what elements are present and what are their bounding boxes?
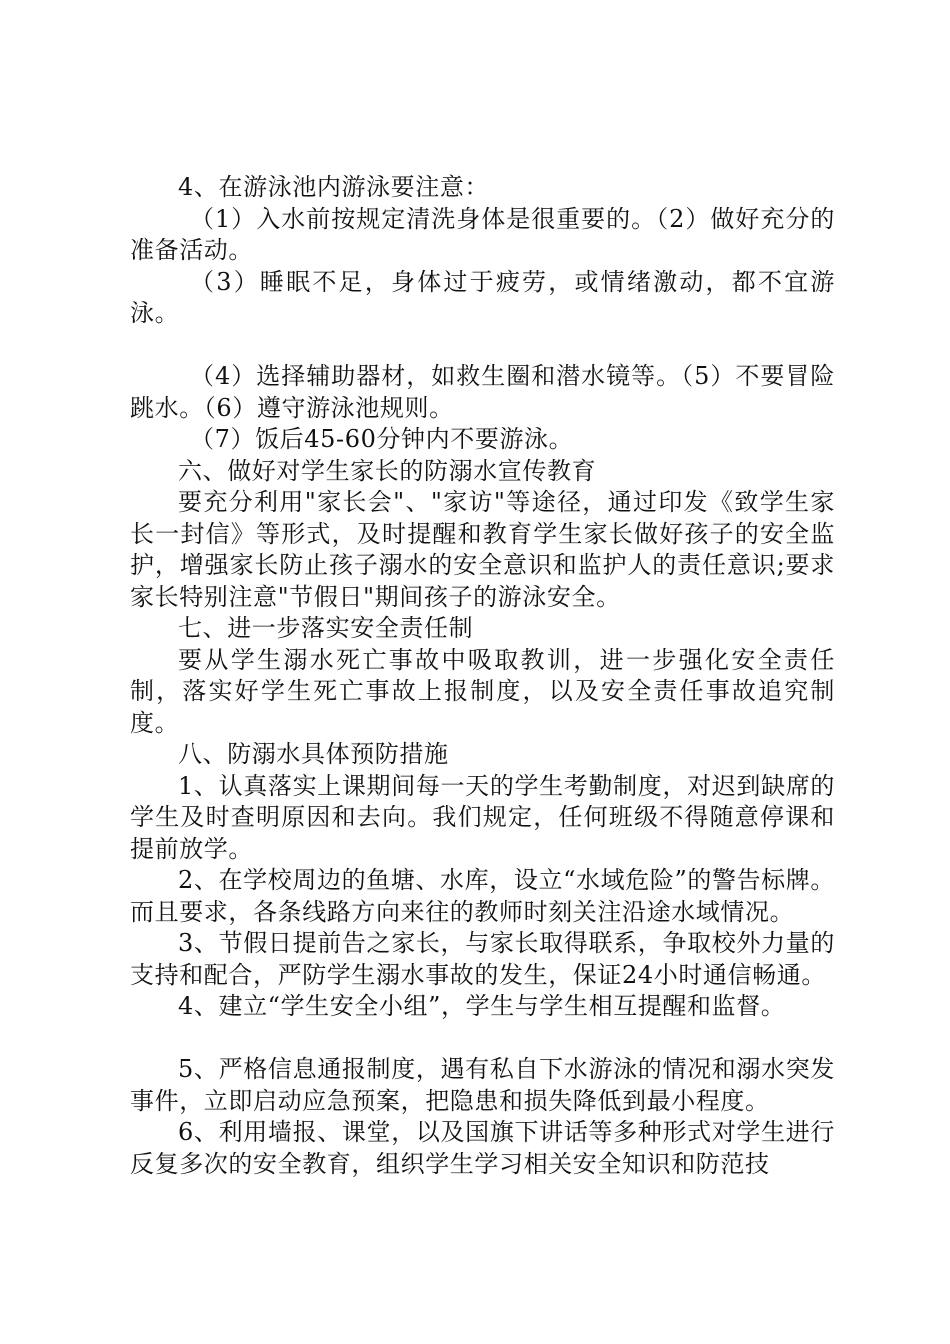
paragraph-prevention-3: 3、节假日提前告之家长，与家长取得联系，争取校外力量的支持和配合，严防学生溺水事故的发生，保证24小时通信畅通。	[130, 929, 835, 989]
paragraph-pool-rule-3: （3）睡眠不足，身体过于疲劳，或情绪激动，都不宜游泳。	[130, 267, 835, 327]
section-heading-responsibility: 七、进一步落实安全责任制	[178, 614, 474, 642]
paragraph-prevention-5: 5、严格信息通报制度，遇有私自下水游泳的情况和溺水突发事件，立即启动应急预案，把隐患和损失降低到最小程度。	[130, 1055, 835, 1115]
paragraph-pool-rule-1-2: （1）入水前按规定清洗身体是很重要的。（2）做好充分的准备活动。	[130, 204, 835, 264]
paragraph-pool-safety-heading: 4、在游泳池内游泳要注意：	[178, 173, 490, 201]
paragraph-prevention-2: 2、在学校周边的鱼塘、水库，设立“水域危险”的警告标牌。而且要求，各条线路方向来往的教师时刻关注沿途水域情况。	[130, 866, 835, 926]
section-heading-prevention: 八、防溺水具体预防措施	[178, 740, 449, 768]
document-page	[130, 172, 835, 1180]
paragraph-prevention-4: 4、建立“学生安全小组”，学生与学生相互提醒和监督。	[178, 992, 786, 1020]
paragraph-responsibility: 要从学生溺水死亡事故中吸取教训，进一步强化安全责任制，落实好学生死亡事故上报制度，以及安全责任事故追究制度。	[130, 645, 835, 737]
paragraph-prevention-1: 1、认真落实上课期间每一天的学生考勤制度，对迟到缺席的学生及时查明原因和去向。我们规定，任何班级不得随意停课和提前放学。	[130, 771, 835, 863]
paragraph-prevention-6: 6、利用墙报、课堂，以及国旗下讲话等多种形式对学生进行反复多次的安全教育，组织学生学习相关安全知识和防范技	[130, 1118, 835, 1178]
paragraph-parent-education: 要充分利用"家长会"、"家访"等途径，通过印发《致学生家长一封信》等形式，及时提醒和教育学生家长做好孩子的安全监护，增强家长防止孩子溺水的安全意识和监护人的责任意识;要求家长特别注意"节假日"期间孩子的游泳安全。	[130, 488, 835, 611]
paragraph-pool-rule-7: （7）饭后45-60分钟内不要游泳。	[190, 425, 574, 453]
section-heading-parent-education: 六、做好对学生家长的防溺水宣传教育	[178, 456, 597, 485]
paragraph-pool-rule-4-6: （4）选择辅助器材，如救生圈和潜水镜等。（5）不要冒险跳水。（6）遵守游泳池规则。	[130, 362, 835, 422]
